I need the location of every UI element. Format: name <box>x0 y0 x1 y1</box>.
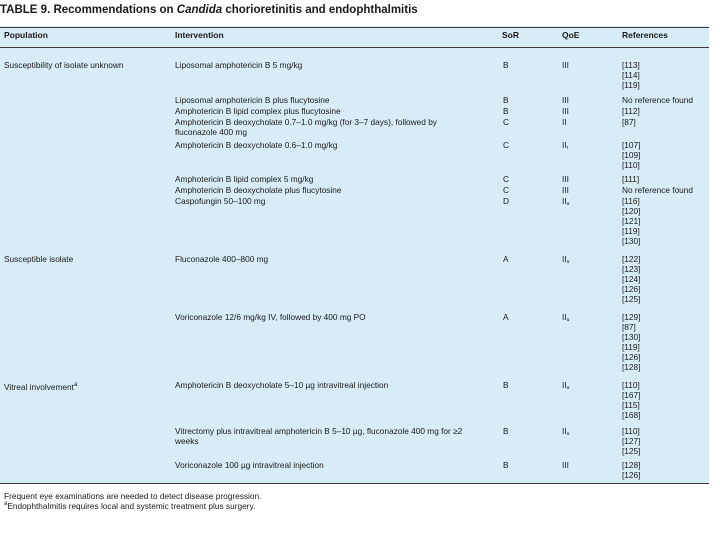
cell-references <box>622 185 712 195</box>
cell-sor: B <box>503 95 509 105</box>
cell-sor: B <box>503 460 509 470</box>
reference-item: [168] <box>622 410 641 420</box>
cell-sor: C <box>503 185 509 195</box>
cell-references <box>622 117 712 127</box>
cell-qoe: $II_u$ <box>562 426 570 437</box>
cell-references <box>622 140 712 170</box>
cell-references <box>622 174 712 184</box>
reference-item: [115] <box>622 400 640 410</box>
cell-intervention: Amphotericin B deoxycholate 0.6–1.0 mg/kg <box>175 140 338 150</box>
cell-qoe: $II_u$ <box>562 254 570 265</box>
cell-intervention: Amphotericin B deoxycholate 5–10 µg intravitreal injection <box>175 380 389 390</box>
reference-item: [129] <box>622 312 641 322</box>
cell-qoe: III <box>562 106 569 116</box>
cell-population: Susceptibility of isolate unknown <box>4 60 124 70</box>
cell-references <box>622 95 712 105</box>
cell-sor: B <box>503 106 509 116</box>
header-population: Population <box>4 30 48 40</box>
reference-item: [114] <box>622 70 640 80</box>
reference-item: [109] <box>622 150 641 160</box>
reference-item: [130] <box>622 236 641 246</box>
header-rule <box>0 47 709 48</box>
cell-qoe: $II_u$ <box>562 196 570 207</box>
header-intervention: Intervention <box>175 30 224 40</box>
table-title: TABLE 9. Recommendations on Candida chorioretinitis and endophthalmitis <box>0 4 418 16</box>
reference-item: [124] <box>622 274 641 284</box>
cell-qoe: II <box>562 117 567 127</box>
reference-item: [126] <box>622 352 641 362</box>
reference-item: [116] <box>622 196 640 206</box>
reference-item: [128] <box>622 362 641 372</box>
table-bottom-rule <box>0 483 709 484</box>
cell-references <box>622 60 712 90</box>
header-sor: SoR <box>502 30 519 40</box>
header-references: References <box>622 30 668 40</box>
table-top-rule <box>0 27 709 28</box>
cell-intervention: Amphotericin B lipid complex 5 mg/kg <box>175 174 314 184</box>
reference-item: [119] <box>622 342 640 352</box>
cell-sor: D <box>503 196 509 206</box>
cell-sor: B <box>503 60 509 70</box>
cell-intervention: Voriconazole 100 µg intravitreal injection <box>175 460 324 470</box>
reference-item: [110] <box>622 426 640 436</box>
reference-item: [113] <box>622 60 640 70</box>
reference-item: [122] <box>622 254 641 264</box>
cell-intervention: Caspofungin 50–100 mg <box>175 196 266 206</box>
reference-item: [111] <box>622 174 640 184</box>
cell-intervention: Liposomal amphotericin B plus flucytosine <box>175 95 330 105</box>
cell-qoe: $II_u$ <box>562 380 570 391</box>
cell-intervention: Liposomal amphotericin B 5 mg/kg <box>175 60 303 70</box>
reference-item: [126] <box>622 284 641 294</box>
reference-item: [120] <box>622 206 641 216</box>
cell-references <box>622 312 712 372</box>
header-qoe: QoE <box>562 30 580 40</box>
reference-item: [128] <box>622 460 641 470</box>
cell-references <box>622 106 712 116</box>
reference-item: [119] <box>622 80 640 90</box>
reference-item: [121] <box>622 216 641 226</box>
reference-item: [123] <box>622 264 641 274</box>
cell-qoe: III <box>562 460 569 470</box>
cell-intervention: Amphotericin B lipid complex plus flucytosine <box>175 106 341 116</box>
reference-item: No reference found <box>622 95 694 105</box>
reference-item: [167] <box>622 390 641 400</box>
reference-item: [126] <box>622 470 641 480</box>
cell-qoe: III <box>562 174 569 184</box>
footnote-2: $^a$Endophthalmitis requires local and systemic treatment plus surgery. <box>4 501 256 511</box>
cell-qoe: $II_r$ <box>562 140 569 151</box>
reference-item: [110] <box>622 380 640 390</box>
cell-sor: A <box>503 312 509 322</box>
reference-item: [119] <box>622 226 640 236</box>
cell-sor: C <box>503 117 509 127</box>
cell-references <box>622 426 712 456</box>
cell-qoe: III <box>562 95 569 105</box>
cell-references <box>622 380 712 420</box>
cell-references <box>622 460 712 480</box>
reference-item: [130] <box>622 332 641 342</box>
cell-intervention: Voriconazole 12/6 mg/kg IV, followed by 400 mg PO <box>175 312 366 322</box>
cell-qoe: III <box>562 185 569 195</box>
cell-references <box>622 254 712 304</box>
cell-sor: B <box>503 426 509 436</box>
reference-item: [110] <box>622 160 640 170</box>
reference-item: [87] <box>622 117 636 127</box>
cell-sor: A <box>503 254 509 264</box>
cell-sor: C <box>503 174 509 184</box>
cell-population: Vitreal involvement$^a$ <box>4 381 78 392</box>
cell-intervention: Amphotericin B deoxycholate 0.7–1.0 mg/kg (for 3–7 days), followed by fluconazole 400 mg <box>175 117 437 137</box>
cell-intervention: Vitrectomy plus intravitreal amphotericin B 5–10 µg, fluconazole 400 mg for ≥2 weeks <box>175 426 463 446</box>
reference-item: [125] <box>622 294 641 304</box>
reference-item: No reference found <box>622 185 694 195</box>
cell-intervention: Fluconazole 400–800 mg <box>175 254 269 264</box>
reference-item: [107] <box>622 140 641 150</box>
reference-item: [125] <box>622 446 641 456</box>
reference-item: [127] <box>622 436 641 446</box>
cell-sor: B <box>503 380 509 390</box>
cell-qoe: $II_u$ <box>562 312 570 323</box>
reference-item: [112] <box>622 106 640 116</box>
cell-sor: C <box>503 140 509 150</box>
cell-references <box>622 196 712 246</box>
cell-intervention: Amphotericin B deoxycholate plus flucytosine <box>175 185 342 195</box>
cell-qoe: III <box>562 60 569 70</box>
reference-item: [87] <box>622 322 636 332</box>
footnote-1: Frequent eye examinations are needed to detect disease progression. <box>4 490 262 501</box>
cell-population: Susceptible isolate <box>4 254 74 264</box>
